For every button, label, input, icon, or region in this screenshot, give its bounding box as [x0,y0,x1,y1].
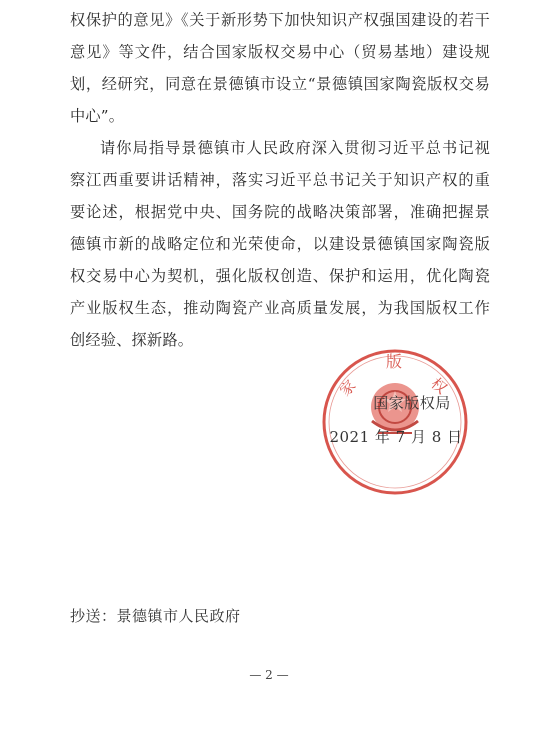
seal-char-right: 权 [427,374,451,398]
text-line: 划，经研究，同意在景德镇市设立“景德镇国家陶瓷版权交易 [70,75,490,93]
text-line: 察江西重要讲话精神，落实习近平总书记关于知识产权的重 [70,171,490,189]
issue-date: 2021 年 7 月 8 日 [329,428,463,446]
text-line: 德镇市新的战略定位和光荣使命，以建设景德镇国家陶瓷版 [70,235,490,253]
seal-char-top: 版 [386,352,403,371]
seal-char-left: 家 [336,376,360,400]
text-line: 权保护的意见》《关于新形势下加快知识产权强国建设的若干 [70,11,490,29]
body-paragraph-1 [70,4,490,132]
text-line: 权交易中心为契机，强化版权创造、保护和运用，优化陶瓷 [70,267,490,285]
text-line: 要论述，根据党中央、国务院的战略决策部署，准确把握景 [70,203,490,221]
text-line: 中心”。 [70,107,125,125]
official-seal-icon [320,347,470,497]
text-line: 产业版权生态，推动陶瓷产业高质量发展，为我国版权工作 [70,299,490,317]
text-line: 请你局指导景德镇市人民政府深入贯彻习近平总书记视 [100,139,490,157]
body-paragraph-2 [70,132,490,356]
issuer-name: 国家版权局 [373,394,451,412]
cc-line: 抄送：景德镇市人民政府 [70,607,241,625]
text-line: 创经验、探新路。 [70,331,194,349]
page-number: — 2 — [249,668,289,682]
text-line: 意见》等文件，结合国家版权交易中心（贸易基地）建设规 [70,43,490,61]
